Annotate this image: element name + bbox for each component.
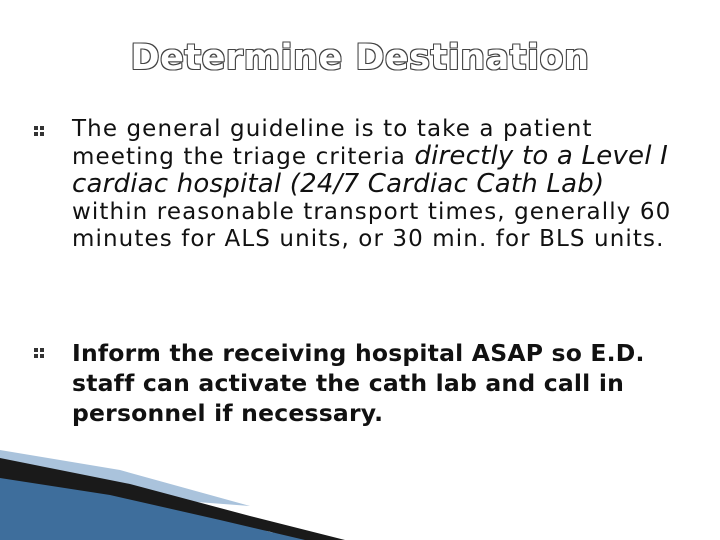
slide-title: Determine Destination	[130, 38, 590, 78]
bullet-text-emphasis: directly to a Level I cardiac hospital (24/7 Cardiac Cath Lab)	[72, 141, 668, 199]
bullet-item	[34, 338, 684, 448]
bullet-text: Inform the receiving hospital ASAP so E.D. staff can activate the cath lab and call in personnel if necessary.	[72, 339, 645, 427]
decorative-swoosh	[0, 450, 720, 540]
bullet-item	[34, 116, 684, 316]
bullet-text-part2: within reasonable transport times, generally 60 minutes for ALS units, or 30 min. for BLS units.	[72, 199, 672, 252]
bullet-icon	[34, 126, 45, 137]
bullet-icon	[34, 348, 45, 359]
bullet-text-part1: The general guideline is to take a patient meeting the triage criteria	[72, 116, 593, 170]
bullet-text	[72, 116, 684, 253]
